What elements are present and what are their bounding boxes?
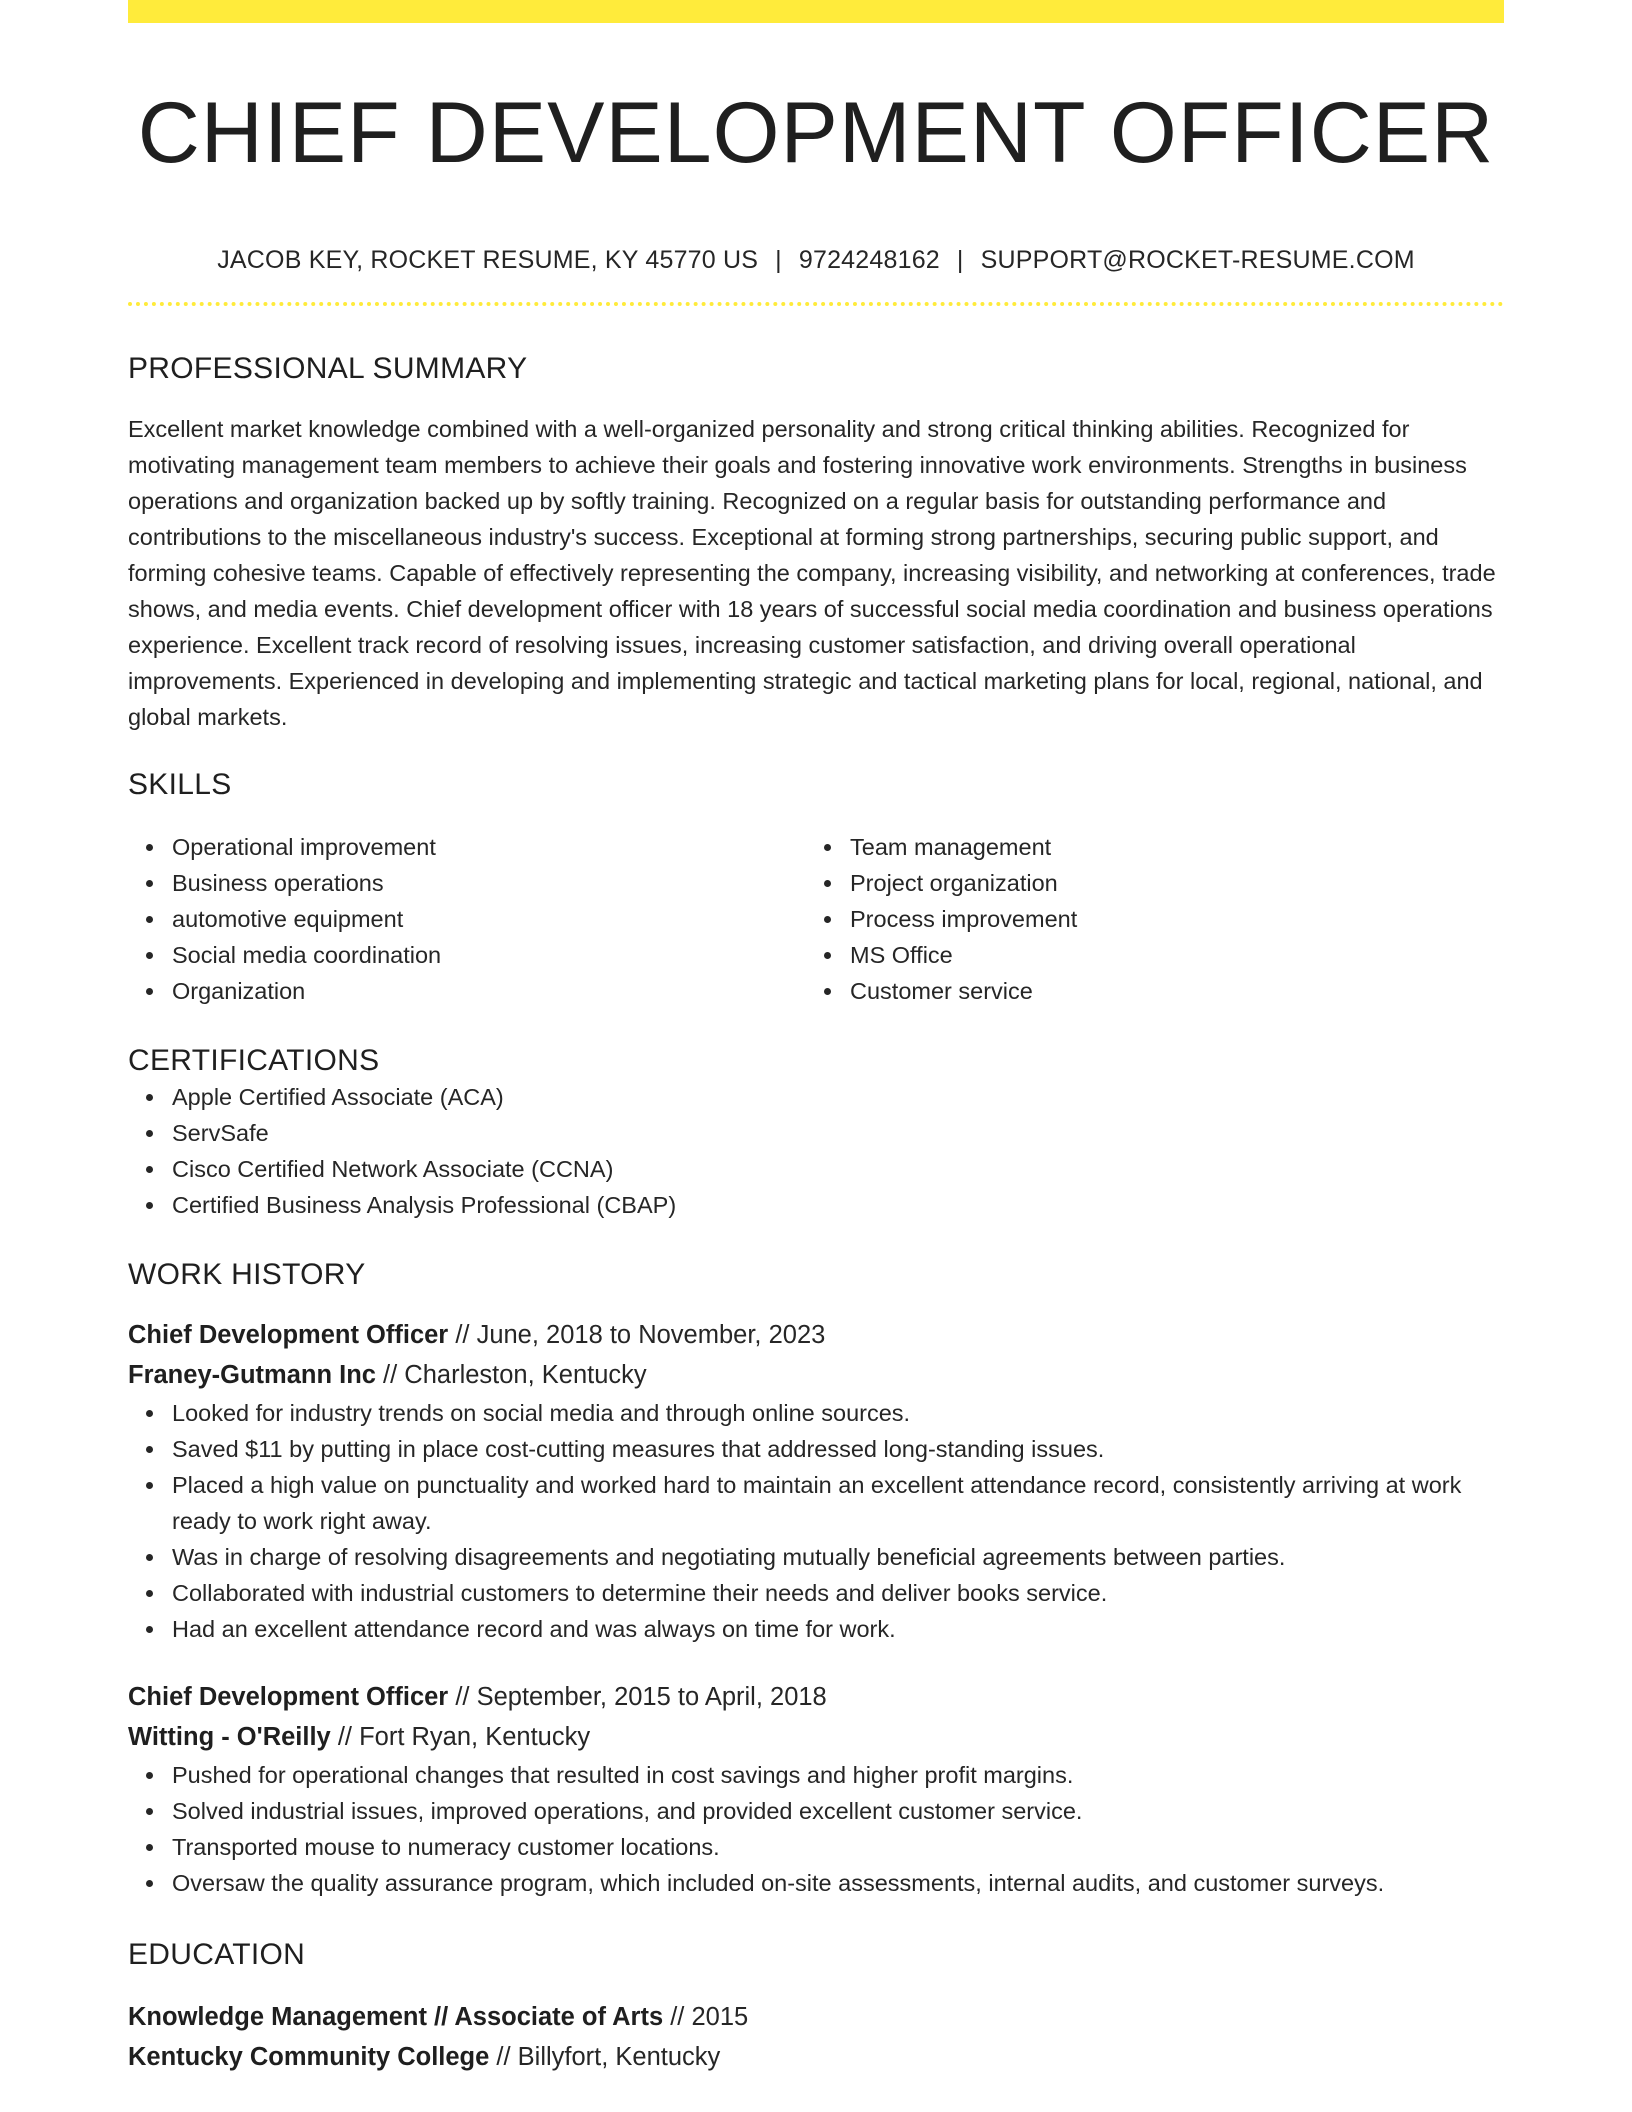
contact-address: JACOB KEY, ROCKET RESUME, KY 45770 US <box>217 246 759 274</box>
job-dates: // June, 2018 to November, 2023 <box>448 1321 826 1349</box>
contact-line <box>128 245 1504 275</box>
work-history-heading: WORK HISTORY <box>128 1258 366 1291</box>
job-role: Chief Development Officer <box>128 1683 449 1711</box>
resume-page <box>128 0 1504 2077</box>
skills-columns <box>128 829 1504 1009</box>
job-bullets <box>128 1757 1504 1901</box>
accent-top-bar <box>128 0 1504 23</box>
skill-item: Team management <box>850 829 1484 865</box>
certification-item: Apple Certified Associate (ACA) <box>172 1079 1504 1115</box>
job-role: Chief Development Officer <box>128 1321 449 1349</box>
job-bullets <box>128 1395 1504 1647</box>
education-location: // Billyfort, Kentucky <box>489 2043 721 2071</box>
contact-email: SUPPORT@ROCKET-RESUME.COM <box>980 246 1415 274</box>
education-school-line <box>128 2037 1504 2077</box>
job-bullet: Looked for industry trends on social media and through online sources. <box>172 1395 1504 1431</box>
resume-title: CHIEF DEVELOPMENT OFFICER <box>137 85 1495 181</box>
job-bullet: Pushed for operational changes that resulted in cost savings and higher profit margins. <box>172 1757 1504 1793</box>
contact-separator: | <box>775 246 782 274</box>
certification-item: ServSafe <box>172 1115 1504 1151</box>
education-entry <box>128 1997 1504 2077</box>
education-school: Kentucky Community College <box>128 2043 490 2071</box>
job-bullet: Solved industrial issues, improved operations, and provided excellent customer service. <box>172 1793 1504 1829</box>
certifications-heading: CERTIFICATIONS <box>128 1044 380 1077</box>
job-company: Franey-Gutmann Inc <box>128 1361 376 1389</box>
education-heading: EDUCATION <box>128 1938 306 1971</box>
skill-item: Project organization <box>850 865 1484 901</box>
job-location: // Fort Ryan, Kentucky <box>330 1723 591 1751</box>
job-company-line <box>128 1355 1504 1395</box>
skill-item: Business operations <box>172 865 806 901</box>
job-bullet: Had an excellent attendance record and was always on time for work. <box>172 1611 1504 1647</box>
skills-column-right <box>806 829 1484 1009</box>
contact-separator: | <box>956 246 964 274</box>
certifications-list <box>128 1079 1504 1223</box>
certification-item: Cisco Certified Network Associate (CCNA) <box>172 1151 1504 1187</box>
job-bullet: Saved $11 by putting in place cost-cutting measures that addressed long-standing issues. <box>172 1431 1504 1467</box>
skills-column-left <box>128 829 806 1009</box>
skill-item: Customer service <box>850 973 1484 1009</box>
skill-item: Process improvement <box>850 901 1484 937</box>
summary-heading: PROFESSIONAL SUMMARY <box>128 352 528 385</box>
skill-item: automotive equipment <box>172 901 806 937</box>
skill-item: MS Office <box>850 937 1484 973</box>
job-role-line <box>128 1315 1504 1355</box>
education-degree: Knowledge Management // Associate of Arts <box>128 2003 664 2031</box>
skills-list-right <box>806 829 1484 1009</box>
education-year: // 2015 <box>663 2003 749 2031</box>
education-degree-line <box>128 1997 1504 2037</box>
job-bullet: Was in charge of resolving disagreements and negotiating mutually beneficial agreements between parties. <box>172 1539 1504 1575</box>
job-location: // Charleston, Kentucky <box>375 1361 647 1389</box>
skill-item: Organization <box>172 973 806 1009</box>
job-bullet: Collaborated with industrial customers to determine their needs and deliver books service. <box>172 1575 1504 1611</box>
contact-phone: 9724248162 <box>798 246 940 274</box>
summary-text: Excellent market knowledge combined with a well-organized personality and strong critical thinking abilities. Recognized for motivating management team members to achieve their goals and fostering innovative work environments. Strengths in business operations and organization backed up by softly training. Recognized on a regular basis for outstanding performance and contributions to the miscellaneous industry's success. Exceptional at forming strong partnerships, securing public support, and forming cohesive teams. Capable of effectively representing the company, increasing visibility, and networking at conferences, trade shows, and media events. Chief development officer with 18 years of successful social media coordination and business operations experience. Excellent track record of resolving issues, increasing customer satisfaction, and driving overall operational improvements. Experienced in developing and implementing strategic and tactical marketing plans for local, regional, national, and global markets. <box>128 416 1496 730</box>
job-entry <box>128 1315 1504 1647</box>
skills-list-left <box>128 829 806 1009</box>
job-bullet: Oversaw the quality assurance program, which included on-site assessments, internal audits, and customer surveys. <box>172 1865 1504 1901</box>
dotted-divider <box>128 302 1504 306</box>
job-company-line <box>128 1717 1504 1757</box>
job-dates: // September, 2015 to April, 2018 <box>448 1683 827 1711</box>
skill-item: Social media coordination <box>172 937 806 973</box>
job-company: Witting - O'Reilly <box>128 1723 331 1751</box>
job-bullet: Transported mouse to numeracy customer locations. <box>172 1829 1504 1865</box>
skill-item: Operational improvement <box>172 829 806 865</box>
job-entry <box>128 1677 1504 1901</box>
skills-heading: SKILLS <box>128 768 232 801</box>
certification-item: Certified Business Analysis Professional (CBAP) <box>172 1187 1504 1223</box>
job-bullet: Placed a high value on punctuality and worked hard to maintain an excellent attendance record, consistently arriving at work ready to work right away. <box>172 1467 1504 1539</box>
job-role-line <box>128 1677 1504 1717</box>
